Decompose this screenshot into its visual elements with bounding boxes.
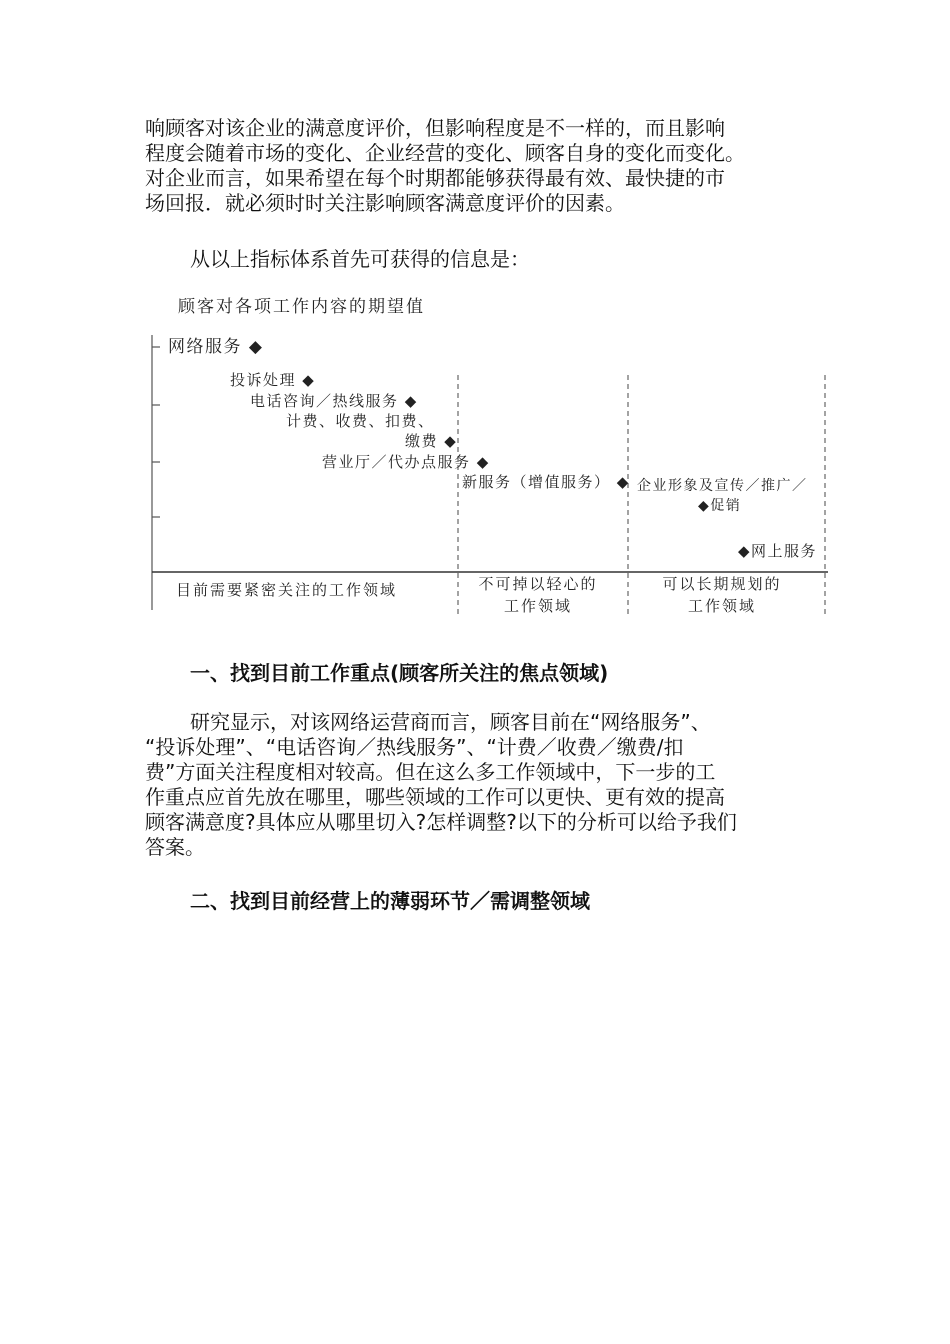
paragraph-2-line: 顾客满意度?具体应从哪里切入?怎样调整?以下的分析可以给予我们: [145, 810, 737, 834]
paragraph-2-line: 研究显示，对该网络运营商而言，顾客目前在“网络服务”、: [190, 710, 711, 734]
point-label: 投诉处理 ◆: [230, 371, 316, 389]
paragraph-2-line: 答案。: [145, 835, 205, 859]
chart-point: [637, 477, 808, 514]
paragraph-1: [145, 116, 817, 216]
paragraph-1-line: 程度会随着市场的变化、企业经营的变化、顾客自身的变化而变化。: [145, 141, 745, 165]
chart-title: 顾客对各项工作内容的期望值: [178, 297, 425, 317]
zone-label: 工作领域: [503, 597, 573, 615]
zone-label: 可以长期规划的: [662, 575, 782, 593]
intro-text: 从以上指标体系首先可获得的信息是：: [190, 247, 530, 271]
chart-point: [168, 337, 263, 357]
point-label: ◆网上服务: [738, 542, 818, 560]
paragraph-2-line: 作重点应首先放在哪里，哪些领域的工作可以更快、更有效的提高: [145, 785, 725, 809]
chart-point: [230, 371, 315, 389]
paragraph-1-line: 场回报．就必须时时关注影响顾客满意度评价的因素。: [145, 191, 625, 215]
point-label: 计费、收费、扣费、: [286, 412, 435, 430]
paragraph-2: [145, 710, 817, 860]
point-label: 新服务（增值服务） ◆: [462, 473, 630, 491]
chart-point: [286, 412, 457, 450]
point-label: ◆促销: [698, 498, 742, 514]
point-label: 网络服务 ◆: [168, 337, 264, 357]
zone-label: 目前需要紧密关注的工作领域: [176, 581, 398, 599]
point-label: 缴费 ◆: [405, 432, 458, 450]
point-label: 电话咨询／热线服务 ◆: [250, 392, 418, 410]
paragraph-1-line: 对企业而言，如果希望在每个时期都能够获得最有效、最快捷的市: [145, 166, 725, 190]
point-label: 营业厅／代办点服务 ◆: [322, 453, 490, 471]
chart-point: [322, 453, 490, 471]
point-label: 企业形象及宣传／推广／: [637, 478, 808, 494]
zone-label: 工作领域: [687, 597, 757, 615]
expectation-chart: [140, 325, 830, 620]
paragraph-1-line: 响顾客对该企业的满意度评价，但影响程度是不一样的，而且影响: [145, 116, 725, 140]
chart-point: [738, 542, 817, 560]
paragraph-2-line: “投诉处理”、“电话咨询／热线服务”、“计费／收费／缴费/扣: [145, 735, 684, 759]
chart-points: [168, 337, 817, 560]
paragraph-2-line: 费”方面关注程度相对较高。但在这么多工作领域中，下一步的工: [145, 760, 716, 784]
chart-point: [462, 473, 630, 491]
zone-labels: [176, 575, 782, 615]
zone-label: 不可掉以轻心的: [478, 575, 598, 593]
heading-2: 二、找到目前经营上的薄弱环节／需调整领域: [190, 889, 590, 913]
heading-1: 一、找到目前工作重点(顾客所关注的焦点领域): [190, 661, 609, 685]
chart-point: [250, 392, 418, 410]
